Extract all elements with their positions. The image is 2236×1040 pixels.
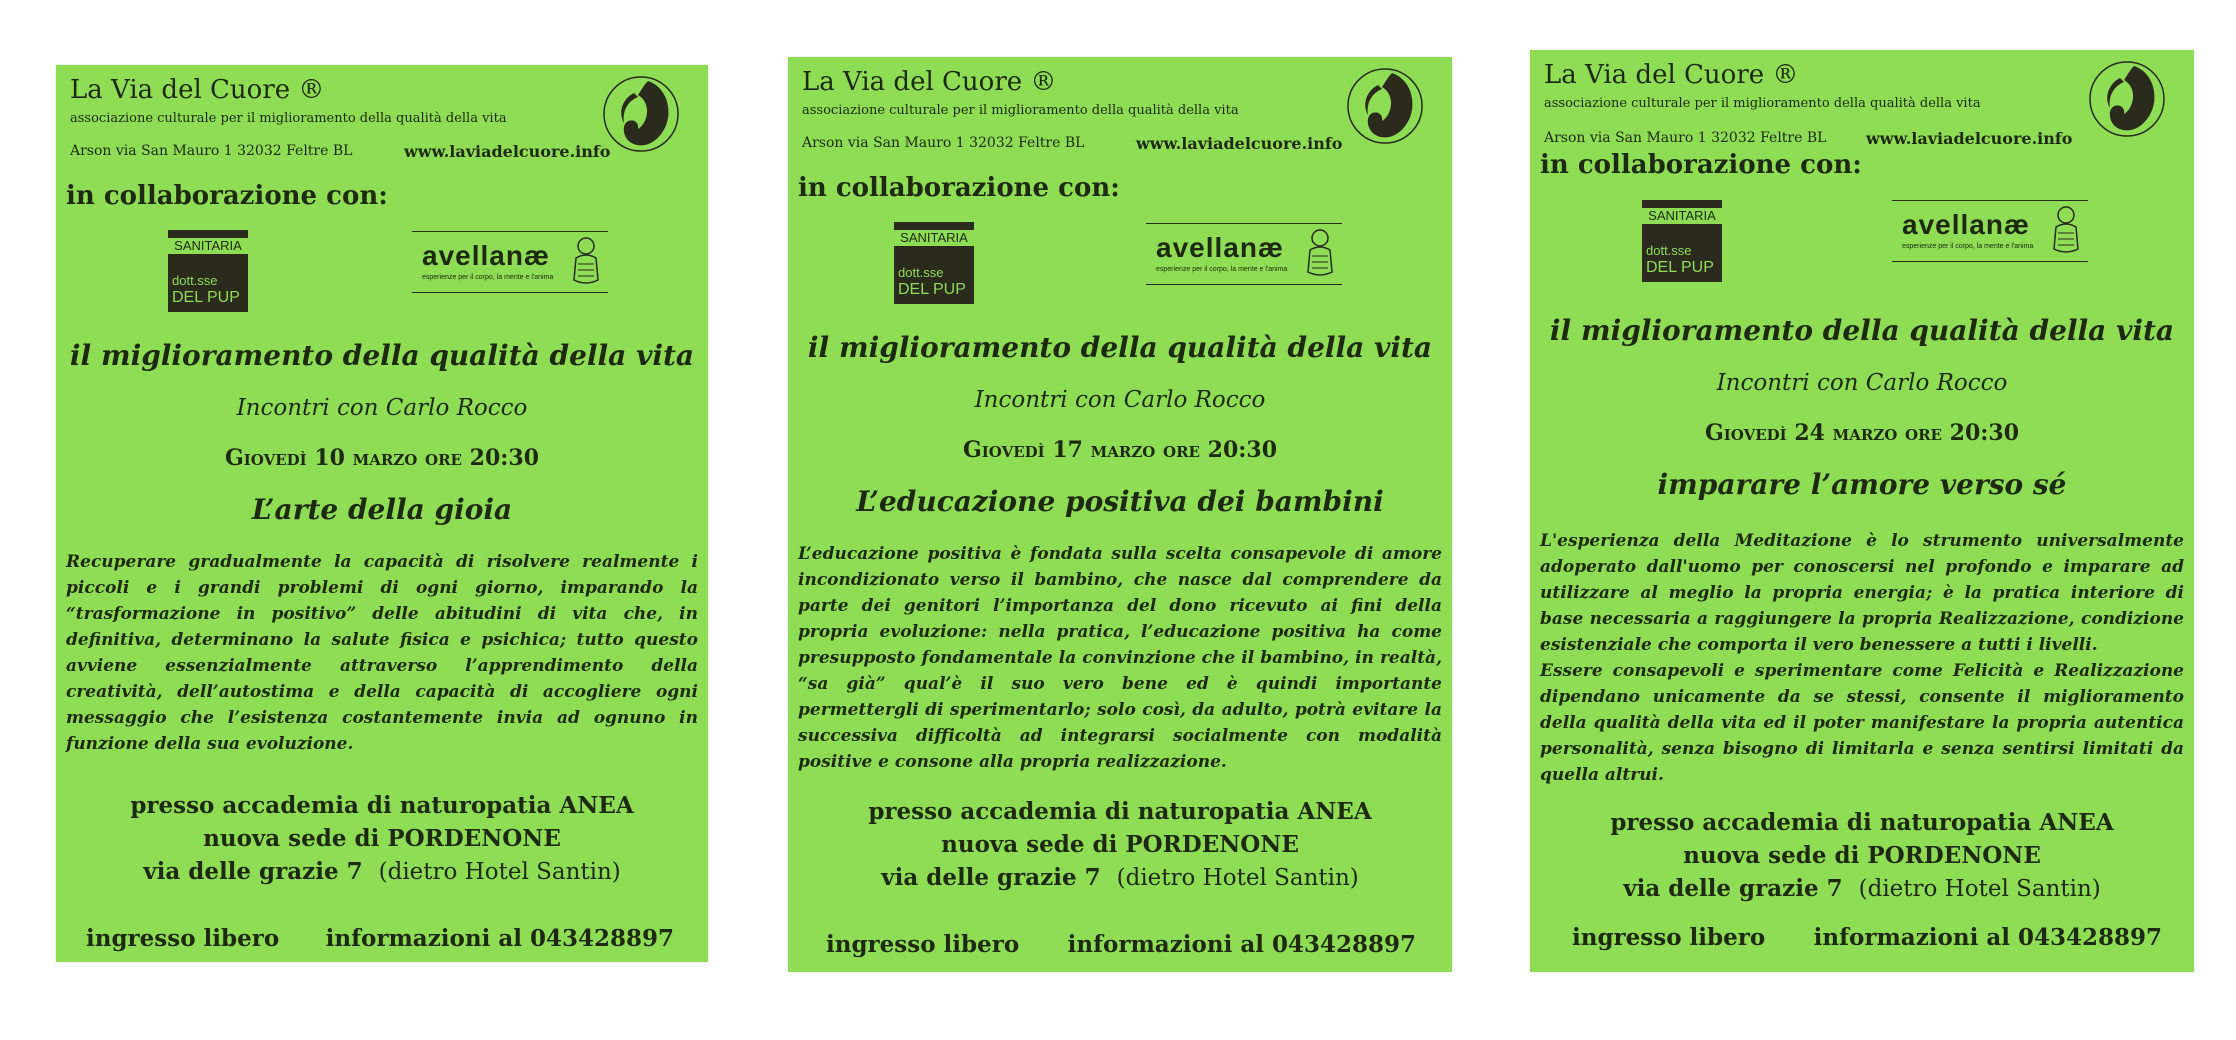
avellanae-logo-word: avellanæ bbox=[1902, 209, 2030, 240]
free-entry-label: ingresso libero bbox=[826, 931, 1020, 958]
free-entry-label: ingresso libero bbox=[86, 925, 280, 952]
venue-line-2: nuova sede di PORDENONE bbox=[941, 831, 1299, 858]
event-description: L'esperienza della Meditazione è lo strumento universalmente adoperato dall'uomo per conoscersi nel profondo e imparare ad utilizzare al meglio la propria energia; è la pratica interiore di base necessaria a raggiungere la propria Realizzazione, condizione esistenziale che comporta il vero benessere a tutti i livelli. Essere consapevoli e sperimentare come Felicità e Realizzazione dipendano unicamente da se stessi, consente il miglioramento della qualità della vita ed il poter manifestare la propria autentica personalità, senza bisogno di limitarla e senza sentirsi limitati da quella altrui. bbox=[1540, 531, 2184, 785]
collaboration-label: in collaborazione con: bbox=[1540, 150, 1862, 180]
venue-street: via delle grazie 7 bbox=[881, 864, 1101, 891]
venue-line-1: presso accademia di naturopatia ANEA bbox=[130, 792, 634, 819]
main-title: il miglioramento della qualità della vita bbox=[1549, 314, 2175, 347]
venue-street: via delle grazie 7 bbox=[1623, 875, 1843, 902]
main-title: il miglioramento della qualità della vita bbox=[807, 331, 1433, 364]
sanitaria-logo-top-text: SANITARIA bbox=[168, 238, 248, 254]
speaker-subtitle: Incontri con Carlo Rocco bbox=[236, 395, 528, 421]
event-date: Giovedì 10 marzo ore 20:30 bbox=[225, 445, 539, 471]
avellanae-logo bbox=[1892, 200, 2088, 262]
avellanae-logo-word: avellanæ bbox=[422, 240, 550, 271]
info-phone-label: informazioni al 043428897 bbox=[1813, 924, 2162, 951]
association-website: www.laviadelcuore.info bbox=[404, 142, 611, 161]
venue-line-2: nuova sede di PORDENONE bbox=[203, 825, 561, 852]
association-website: www.laviadelcuore.info bbox=[1136, 134, 1343, 153]
avellanae-logo-tagline: esperienze per il corpo, la mente e l'anima bbox=[1156, 266, 1288, 273]
venue-street: via delle grazie 7 bbox=[143, 858, 363, 885]
association-name: La Via del Cuore ® bbox=[70, 75, 325, 105]
collaboration-label: in collaborazione con: bbox=[66, 181, 388, 211]
association-address: Arson via San Mauro 1 32032 Feltre BL bbox=[1544, 130, 1827, 146]
sanitaria-logo-mid-text: dott.sse bbox=[898, 265, 944, 280]
child-figure-icon bbox=[568, 234, 604, 290]
association-description: associazione culturale per il miglioramento della qualità della vita bbox=[802, 103, 1239, 118]
collaboration-label: in collaborazione con: bbox=[798, 173, 1120, 203]
child-figure-icon bbox=[1302, 226, 1338, 282]
info-phone-label: informazioni al 043428897 bbox=[325, 925, 674, 952]
sanitaria-logo-top-text: SANITARIA bbox=[1642, 208, 1722, 224]
association-description: associazione culturale per il miglioramento della qualità della vita bbox=[1544, 96, 1981, 111]
heart-emblem-icon bbox=[600, 73, 682, 155]
sanitaria-logo-mid-text: dott.sse bbox=[1646, 243, 1692, 258]
event-title: imparare l’amore verso sé bbox=[1657, 468, 2067, 501]
event-date: Giovedì 17 marzo ore 20:30 bbox=[963, 437, 1277, 463]
association-website: www.laviadelcuore.info bbox=[1866, 129, 2073, 148]
free-entry-label: ingresso libero bbox=[1572, 924, 1766, 951]
venue-line-3 bbox=[1530, 872, 2194, 906]
child-figure-icon bbox=[2048, 203, 2084, 259]
association-description: associazione culturale per il miglioramento della qualità della vita bbox=[70, 111, 507, 126]
venue-line-3 bbox=[788, 861, 1452, 895]
avellanae-logo-word: avellanæ bbox=[1156, 232, 1284, 263]
venue-line-1: presso accademia di naturopatia ANEA bbox=[1610, 809, 2114, 836]
avellanae-logo-tagline: esperienze per il corpo, la mente e l'anima bbox=[422, 274, 554, 281]
avellanae-logo bbox=[412, 231, 608, 293]
association-address: Arson via San Mauro 1 32032 Feltre BL bbox=[802, 135, 1085, 151]
event-description: Recuperare gradualmente la capacità di risolvere realmente i piccoli e i grandi problemi di ogni giorno, imparando la “trasformazione in positivo” delle abitudini di vita che, in definitiva, determinano la salute fisica e psichica; tutto questo avviene essenzialmente attraverso l’apprendimento della creatività, dell’autostima e della capacità di accogliere ogni messaggio che l’esistenza costantemente invia ad ognuno in funzione della sua evoluzione. bbox=[66, 552, 698, 754]
sanitaria-logo-bottom-text: DEL PUP bbox=[898, 281, 966, 298]
heart-emblem-icon bbox=[1344, 65, 1426, 147]
flyer-1 bbox=[56, 65, 708, 962]
heart-emblem-icon bbox=[2086, 58, 2168, 140]
event-title: L’arte della gioia bbox=[251, 493, 513, 526]
avellanae-logo bbox=[1146, 223, 1342, 285]
info-phone-label: informazioni al 043428897 bbox=[1067, 931, 1416, 958]
venue-note: (dietro Hotel Santin) bbox=[378, 859, 621, 885]
event-title: L’educazione positiva dei bambini bbox=[856, 485, 1384, 518]
venue-line-2: nuova sede di PORDENONE bbox=[1683, 842, 2041, 869]
venue-note: (dietro Hotel Santin) bbox=[1116, 865, 1359, 891]
sanitaria-del-pup-logo bbox=[894, 222, 974, 304]
association-address: Arson via San Mauro 1 32032 Feltre BL bbox=[70, 143, 353, 159]
flyer-2 bbox=[788, 57, 1452, 972]
sanitaria-del-pup-logo bbox=[1642, 200, 1722, 282]
speaker-subtitle: Incontri con Carlo Rocco bbox=[1716, 370, 2008, 396]
association-name: La Via del Cuore ® bbox=[802, 67, 1057, 97]
sanitaria-logo-bottom-text: DEL PUP bbox=[1646, 259, 1714, 276]
association-name: La Via del Cuore ® bbox=[1544, 60, 1799, 90]
venue-note: (dietro Hotel Santin) bbox=[1858, 876, 2101, 902]
sanitaria-logo-top-text: SANITARIA bbox=[894, 230, 974, 246]
flyer-3 bbox=[1530, 50, 2194, 972]
sanitaria-logo-bottom-text: DEL PUP bbox=[172, 289, 240, 306]
speaker-subtitle: Incontri con Carlo Rocco bbox=[974, 387, 1266, 413]
avellanae-logo-tagline: esperienze per il corpo, la mente e l'anima bbox=[1902, 243, 2034, 250]
main-title: il miglioramento della qualità della vita bbox=[69, 339, 695, 372]
event-date: Giovedì 24 marzo ore 20:30 bbox=[1705, 420, 2019, 446]
venue-line-3 bbox=[56, 855, 708, 889]
venue-line-1: presso accademia di naturopatia ANEA bbox=[868, 798, 1372, 825]
event-description: L’educazione positiva è fondata sulla scelta consapevole di amore incondizionato verso il bambino, che nasce dal comprendere da parte dei genitori l’importanza del dono ricevuto ai fini della propria evoluzione: nella pratica, l’educazione positiva ha come presupposto fondamentale la convinzione che il bambino, in realtà, “sa già” qual’è il suo vero bene ed è quindi importante permettergli di sperimentarlo; solo così, da adulto, potrà evitare la successiva difficoltà ad integrarsi socialmente con modalità positive e consone alla propria realizzazione. bbox=[798, 544, 1442, 772]
sanitaria-del-pup-logo bbox=[168, 230, 248, 312]
sanitaria-logo-mid-text: dott.sse bbox=[172, 273, 218, 288]
